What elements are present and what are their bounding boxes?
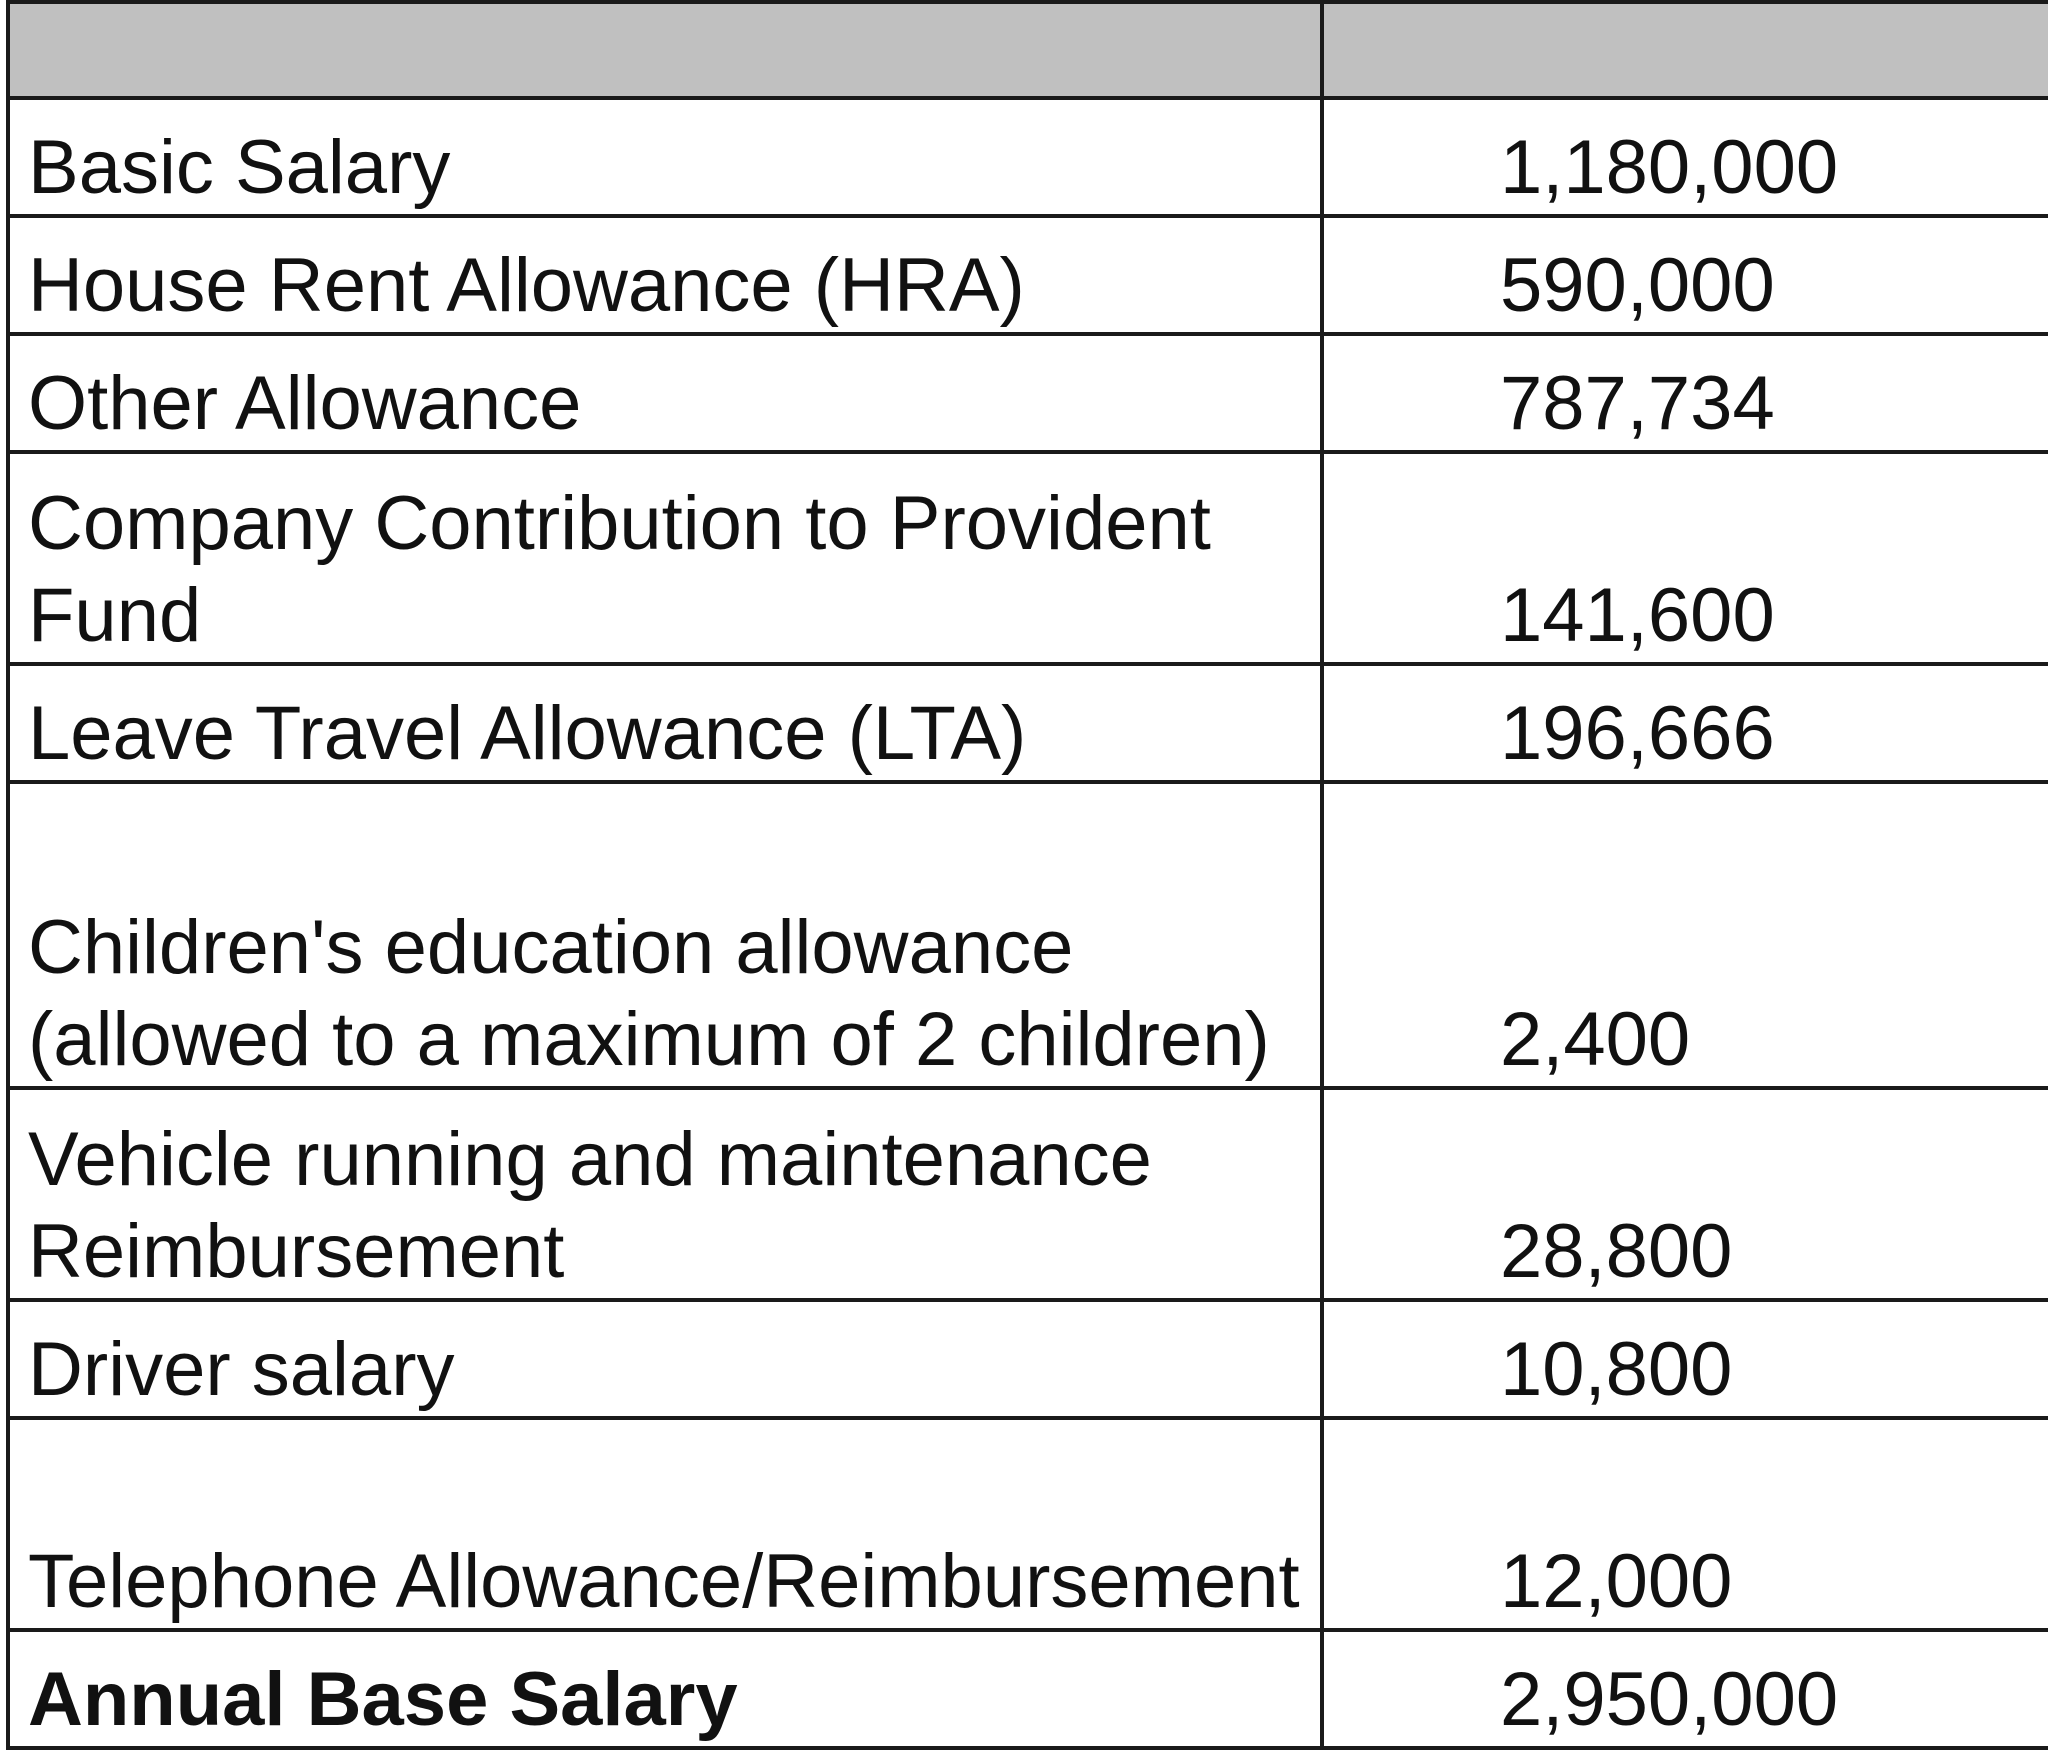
- header-cell-component: [8, 2, 1322, 98]
- total-value: 2,950,000: [1322, 1630, 2048, 1748]
- header-cell-amount: [1322, 2, 2048, 98]
- salary-breakdown-table: [6, 0, 2048, 1750]
- table-row: [8, 1300, 2048, 1418]
- row-label: House Rent Allowance (HRA): [8, 216, 1322, 334]
- table-header-row: [8, 2, 2048, 98]
- table-row: [8, 334, 2048, 452]
- row-value: 590,000: [1322, 216, 2048, 334]
- row-label: Company Contribution to Provident Fund: [8, 452, 1322, 664]
- row-value: 12,000: [1322, 1418, 2048, 1630]
- row-label: Children's education allowance (allowed to a maximum of 2 children): [8, 782, 1322, 1088]
- row-label: Driver salary: [8, 1300, 1322, 1418]
- table-row: [8, 1088, 2048, 1300]
- table-row: [8, 452, 2048, 664]
- total-label: Annual Base Salary: [8, 1630, 1322, 1748]
- row-value: 1,180,000: [1322, 98, 2048, 216]
- table-row: [8, 216, 2048, 334]
- row-value: 10,800: [1322, 1300, 2048, 1418]
- row-label: Vehicle running and maintenance Reimbursement: [8, 1088, 1322, 1300]
- row-value: 28,800: [1322, 1088, 2048, 1300]
- table-row: [8, 782, 2048, 1088]
- row-value: 787,734: [1322, 334, 2048, 452]
- row-value: 196,666: [1322, 664, 2048, 782]
- row-value: 141,600: [1322, 452, 2048, 664]
- total-row: [8, 1630, 2048, 1748]
- table-row: [8, 98, 2048, 216]
- table-row: [8, 1418, 2048, 1630]
- table-row: [8, 664, 2048, 782]
- row-label: Basic Salary: [8, 98, 1322, 216]
- row-value: 2,400: [1322, 782, 2048, 1088]
- row-label: Other Allowance: [8, 334, 1322, 452]
- row-label: Leave Travel Allowance (LTA): [8, 664, 1322, 782]
- row-label: Telephone Allowance/Reimbursement: [8, 1418, 1322, 1630]
